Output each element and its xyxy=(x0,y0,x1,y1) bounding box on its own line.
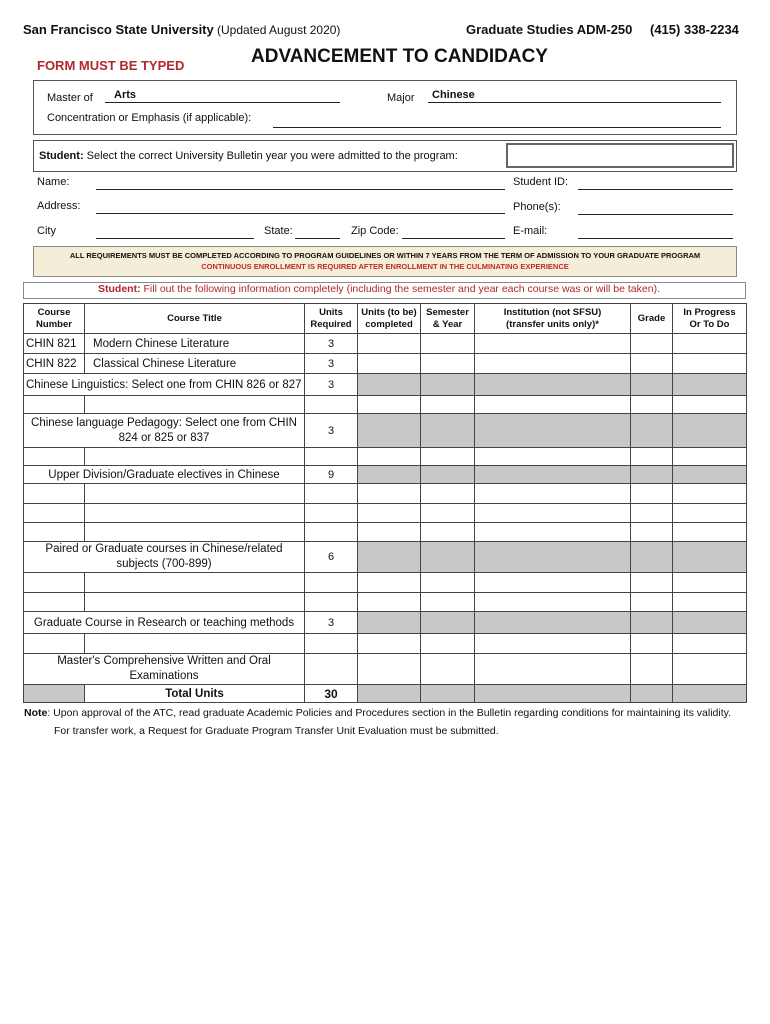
table-row xyxy=(24,374,747,396)
units-required-cell[interactable] xyxy=(305,654,358,685)
master-of-value[interactable]: Arts xyxy=(114,89,137,101)
units-required-cell[interactable] xyxy=(305,593,358,612)
grade-cell xyxy=(631,612,673,634)
name-label: Name: xyxy=(37,176,70,188)
requirement-cell: Chinese language Pedagogy: Select one from CHIN 824 or 825 or 837 xyxy=(24,414,305,448)
grade-cell xyxy=(631,374,673,396)
student-id-field[interactable] xyxy=(578,189,733,190)
phones-label: Phone(s): xyxy=(513,201,561,213)
units-required-cell[interactable] xyxy=(305,448,358,466)
office-phone: (415) 338-2234 xyxy=(650,22,739,37)
zip-label: Zip Code: xyxy=(351,225,399,237)
semester-cell[interactable] xyxy=(421,634,475,654)
grade-cell[interactable] xyxy=(631,654,673,685)
state-field[interactable] xyxy=(295,238,340,239)
header-institution: Institution (not SFSU) (transfer units only)* xyxy=(475,304,631,334)
course-number-cell[interactable]: CHIN 822 xyxy=(24,354,85,374)
semester-cell[interactable] xyxy=(421,523,475,542)
email-label: E-mail: xyxy=(513,225,548,237)
course-number-cell[interactable] xyxy=(24,396,85,414)
table-row xyxy=(24,484,747,504)
grade-cell[interactable] xyxy=(631,484,673,504)
requirement-cell: Upper Division/Graduate electives in Chinese xyxy=(24,466,305,484)
university-name: San Francisco State University xyxy=(23,22,214,37)
units-completed-cell[interactable] xyxy=(358,448,421,466)
institution-cell xyxy=(475,414,631,448)
course-title-cell[interactable] xyxy=(85,484,305,504)
header-units-completed: Units (to be) completed xyxy=(358,304,421,334)
in-progress-cell[interactable] xyxy=(673,634,747,654)
total-gray-cell xyxy=(631,685,673,703)
course-title-cell[interactable] xyxy=(85,396,305,414)
requirement-cell: Paired or Graduate courses in Chinese/related subjects (700-899) xyxy=(24,542,305,573)
zip-field[interactable] xyxy=(402,238,505,239)
semester-cell[interactable] xyxy=(421,573,475,593)
requirement-cell: Master's Comprehensive Written and Oral Examinations xyxy=(24,654,305,685)
header-semester-year: Semester & Year xyxy=(421,304,475,334)
total-gray-cell xyxy=(475,685,631,703)
grade-cell[interactable] xyxy=(631,396,673,414)
banner-line-1: ALL REQUIREMENTS MUST BE COMPLETED ACCORDING TO PROGRAM GUIDELINES OR WITHIN 7 YEARS FROM THE TERM OF ADMISSION TO YOUR GRADUATE PROGRAM xyxy=(69,251,701,260)
institution-cell[interactable] xyxy=(475,396,631,414)
form-code: Graduate Studies ADM-250 xyxy=(466,22,633,37)
requirement-cell: Graduate Course in Research or teaching methods xyxy=(24,612,305,634)
major-label: Major xyxy=(387,92,415,104)
semester-cell xyxy=(421,542,475,573)
city-label: City xyxy=(37,225,56,237)
units-required-cell: 9 xyxy=(305,466,358,484)
table-row xyxy=(24,504,747,523)
institution-cell[interactable] xyxy=(475,593,631,612)
semester-cell[interactable] xyxy=(421,593,475,612)
note-line-2: For transfer work, a Request for Graduate Program Transfer Unit Evaluation must be submitted. xyxy=(54,725,499,737)
course-number-cell[interactable] xyxy=(24,484,85,504)
header-course-title: Course Title xyxy=(85,304,305,334)
course-table xyxy=(23,303,747,703)
institution-cell[interactable] xyxy=(475,504,631,523)
units-required-cell[interactable] xyxy=(305,504,358,523)
in-progress-cell[interactable] xyxy=(673,523,747,542)
semester-cell[interactable] xyxy=(421,484,475,504)
header-course-number: Course Number xyxy=(24,304,85,334)
header-grade: Grade xyxy=(631,304,673,334)
table-row xyxy=(24,414,747,448)
units-completed-cell[interactable] xyxy=(358,593,421,612)
units-required-cell[interactable] xyxy=(305,573,358,593)
table-row xyxy=(24,523,747,542)
course-number-cell[interactable] xyxy=(24,523,85,542)
semester-cell[interactable] xyxy=(421,448,475,466)
units-required-cell[interactable] xyxy=(305,396,358,414)
table-row xyxy=(24,466,747,484)
units-completed-cell[interactable] xyxy=(358,484,421,504)
table-row xyxy=(24,334,747,354)
instructions-text: Student: Fill out the following information completely (including the semester and year each course was or will be taken). xyxy=(98,283,660,295)
in-progress-cell xyxy=(673,542,747,573)
units-required-cell: 3 xyxy=(305,612,358,634)
course-number-cell[interactable] xyxy=(24,593,85,612)
requirements-banner xyxy=(33,246,737,277)
in-progress-cell xyxy=(673,414,747,448)
master-of-line xyxy=(105,102,340,103)
in-progress-cell[interactable] xyxy=(673,448,747,466)
units-completed-cell[interactable] xyxy=(358,396,421,414)
grade-cell xyxy=(631,466,673,484)
total-spacer-cell xyxy=(24,685,85,703)
institution-cell[interactable] xyxy=(475,634,631,654)
name-field[interactable] xyxy=(96,189,505,190)
institution-cell xyxy=(475,374,631,396)
total-units: 30 xyxy=(305,685,358,703)
in-progress-cell xyxy=(673,612,747,634)
course-title-cell[interactable] xyxy=(85,573,305,593)
units-completed-cell[interactable] xyxy=(358,523,421,542)
table-row xyxy=(24,634,747,654)
units-completed-cell xyxy=(358,414,421,448)
course-title-cell[interactable] xyxy=(85,448,305,466)
units-completed-cell xyxy=(358,374,421,396)
table-row xyxy=(24,654,747,685)
grade-cell[interactable] xyxy=(631,354,673,374)
banner-line-2: CONTINUOUS ENROLLMENT IS REQUIRED AFTER ENROLLMENT IN THE CULMINATING EXPERIENCE xyxy=(201,262,569,271)
city-field[interactable] xyxy=(96,238,254,239)
in-progress-cell xyxy=(673,374,747,396)
course-title-cell[interactable]: Classical Chinese Literature xyxy=(85,354,305,374)
course-number-cell[interactable] xyxy=(24,504,85,523)
semester-cell[interactable] xyxy=(421,334,475,354)
grade-cell[interactable] xyxy=(631,593,673,612)
table-row xyxy=(24,542,747,573)
course-number-cell[interactable]: CHIN 821 xyxy=(24,334,85,354)
form-must-be-typed: FORM MUST BE TYPED xyxy=(37,58,185,73)
grade-cell[interactable] xyxy=(631,334,673,354)
course-title-cell[interactable]: Modern Chinese Literature xyxy=(85,334,305,354)
units-completed-cell[interactable] xyxy=(358,573,421,593)
units-required-cell[interactable] xyxy=(305,523,358,542)
in-progress-cell[interactable] xyxy=(673,334,747,354)
grade-cell[interactable] xyxy=(631,523,673,542)
institution-cell[interactable] xyxy=(475,448,631,466)
units-completed-cell[interactable] xyxy=(358,504,421,523)
institution-cell xyxy=(475,466,631,484)
in-progress-cell xyxy=(673,466,747,484)
major-line xyxy=(428,102,721,103)
requirement-cell: Chinese Linguistics: Select one from CHIN 826 or 827 xyxy=(24,374,305,396)
units-completed-cell[interactable] xyxy=(358,634,421,654)
in-progress-cell[interactable] xyxy=(673,573,747,593)
in-progress-cell[interactable] xyxy=(673,396,747,414)
in-progress-cell[interactable] xyxy=(673,654,747,685)
table-row xyxy=(24,448,747,466)
in-progress-cell[interactable] xyxy=(673,354,747,374)
semester-cell xyxy=(421,466,475,484)
header-units-required: Units Required xyxy=(305,304,358,334)
phones-field[interactable] xyxy=(578,214,733,215)
units-completed-cell xyxy=(358,466,421,484)
semester-cell[interactable] xyxy=(421,504,475,523)
course-title-cell[interactable] xyxy=(85,523,305,542)
table-row xyxy=(24,612,747,634)
concentration-line xyxy=(273,127,721,128)
institution-cell[interactable] xyxy=(475,654,631,685)
course-number-cell[interactable] xyxy=(24,573,85,593)
units-required-cell: 6 xyxy=(305,542,358,573)
concentration-label: Concentration or Emphasis (if applicable): xyxy=(47,112,252,124)
institution-cell[interactable] xyxy=(475,573,631,593)
in-progress-cell[interactable] xyxy=(673,593,747,612)
institution-cell[interactable] xyxy=(475,334,631,354)
table-row xyxy=(24,354,747,374)
semester-cell xyxy=(421,612,475,634)
semester-cell[interactable] xyxy=(421,654,475,685)
units-completed-cell xyxy=(358,612,421,634)
semester-cell xyxy=(421,374,475,396)
header-in-progress: In Progress Or To Do xyxy=(673,304,747,334)
in-progress-cell[interactable] xyxy=(673,484,747,504)
units-completed-cell[interactable] xyxy=(358,354,421,374)
in-progress-cell[interactable] xyxy=(673,504,747,523)
units-required-cell: 3 xyxy=(305,414,358,448)
grade-cell[interactable] xyxy=(631,504,673,523)
institution-cell[interactable] xyxy=(475,354,631,374)
course-title-cell[interactable] xyxy=(85,593,305,612)
table-header-row xyxy=(24,304,747,334)
state-label: State: xyxy=(264,225,293,237)
institution-cell xyxy=(475,612,631,634)
address-field[interactable] xyxy=(96,213,505,214)
master-of-label: Master of xyxy=(47,92,93,104)
address-label: Address: xyxy=(37,200,81,212)
semester-cell[interactable] xyxy=(421,354,475,374)
note-line-1: Note: Upon approval of the ATC, read graduate Academic Policies and Procedures section in the Bulletin regarding conditions for maintaining its validity. xyxy=(24,707,732,719)
table-row xyxy=(24,593,747,612)
bulletin-label: Student: Select the correct University Bulletin year you were admitted to the program: xyxy=(39,150,458,162)
course-title-cell[interactable] xyxy=(85,504,305,523)
units-completed-cell xyxy=(358,542,421,573)
major-value[interactable]: Chinese xyxy=(432,89,475,101)
total-row xyxy=(24,685,747,703)
units-required-cell: 3 xyxy=(305,374,358,396)
course-title-cell[interactable] xyxy=(85,634,305,654)
units-required-cell[interactable] xyxy=(305,484,358,504)
course-number-cell[interactable] xyxy=(24,634,85,654)
semester-cell[interactable] xyxy=(421,396,475,414)
institution-cell[interactable] xyxy=(475,484,631,504)
student-id-label: Student ID: xyxy=(513,176,569,188)
bulletin-year-input[interactable] xyxy=(506,143,734,168)
total-gray-cell xyxy=(673,685,747,703)
grade-cell xyxy=(631,414,673,448)
grade-cell xyxy=(631,542,673,573)
page-title: ADVANCEMENT TO CANDIDACY xyxy=(251,46,548,67)
table-row xyxy=(24,573,747,593)
units-required-cell: 3 xyxy=(305,354,358,374)
units-completed-cell[interactable] xyxy=(358,334,421,354)
email-field[interactable] xyxy=(578,238,733,239)
updated-date: (Updated August 2020) xyxy=(217,23,341,37)
units-required-cell: 3 xyxy=(305,334,358,354)
grade-cell[interactable] xyxy=(631,448,673,466)
total-gray-cell xyxy=(358,685,421,703)
course-number-cell[interactable] xyxy=(24,448,85,466)
institution-cell[interactable] xyxy=(475,523,631,542)
grade-cell[interactable] xyxy=(631,634,673,654)
total-gray-cell xyxy=(421,685,475,703)
units-completed-cell[interactable] xyxy=(358,654,421,685)
table-row xyxy=(24,396,747,414)
grade-cell[interactable] xyxy=(631,573,673,593)
units-required-cell[interactable] xyxy=(305,634,358,654)
institution-cell xyxy=(475,542,631,573)
semester-cell xyxy=(421,414,475,448)
total-label: Total Units xyxy=(85,685,305,703)
